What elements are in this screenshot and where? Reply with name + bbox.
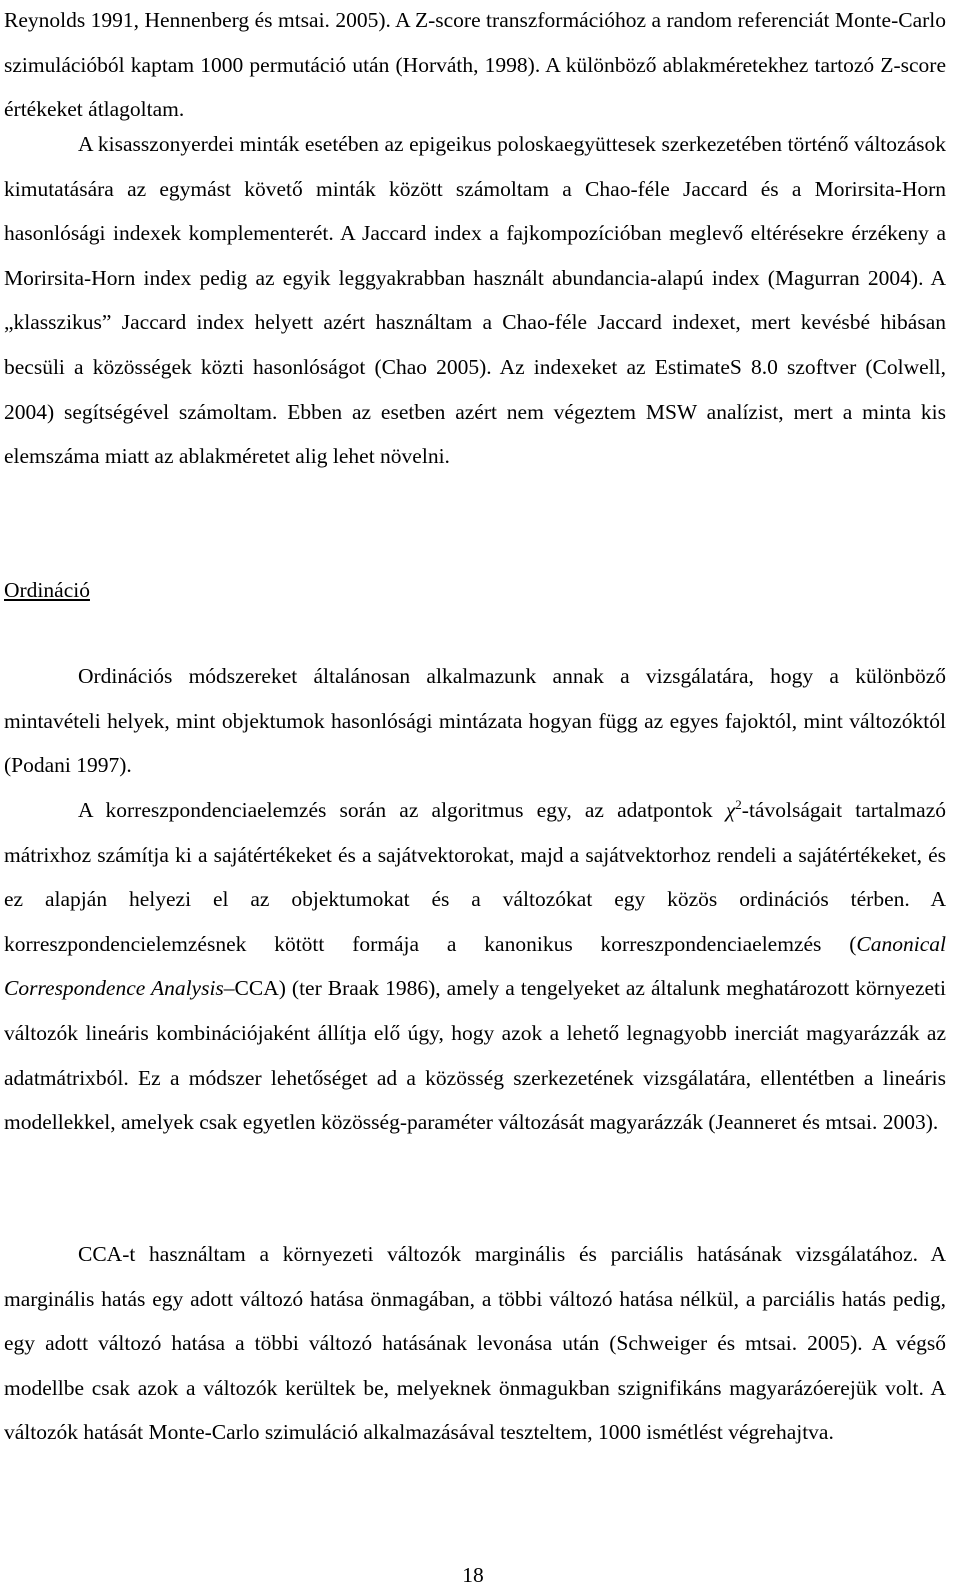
paragraph-ordination-intro-text: Ordinációs módszereket általánosan alkalmazunk annak a vizsgálatára, hogy a különböző mintavételi helyek, mint objektumok hasonlósági mintázata hogyan függ az egyes fajoktól, mint változóktól (Podani 1997). <box>4 664 946 778</box>
ca-text-a: A korreszpondenciaelemzés során az algoritmus egy, az adatpontok <box>78 798 726 822</box>
paragraph-correspondence-analysis <box>4 788 946 1145</box>
paragraph-continuation: Reynolds 1991, Hennenberg és mtsai. 2005). A Z-score transzformációhoz a random referenciát Monte-Carlo szimulációból kaptam 1000 permutáció után (Horváth, 1998). A különböző ablakméretekhez tartozó Z-score értékeket átlagoltam. <box>4 8 946 122</box>
cca-italic-term: Canonical Correspondence Analysis <box>4 931 946 1001</box>
chi-symbol: χ <box>725 798 736 822</box>
ca-text-c: –CCA) (ter Braak 1986), amely a tengelyeket az általunk meghatározott környezeti változók lineáris kombinációjaként állítja elő úgy, hogy azok a lehető legnagyobb inerciát magyarázzák az adatmátrixból. Ez a módszer lehetőséget ad a közösség szerkezetének vizsgálatára, ellentétben a lineáris modellekkel, amelyek csak egyetlen közösség-paraméter változását magyarázzák (Jeanneret és mtsai. 2003). <box>4 976 946 1135</box>
section-heading-ordination: Ordináció <box>4 578 90 602</box>
ca-text-b: -távolságait tartalmazó mátrixhoz számítja ki a sajátértékeket és a sajátvektorokat, majd a sajátvektorhoz rendeli a sajátértékeket, és ez alapján helyezi el az objektumokat és a változókat egy közös ordinációs térben. A korreszpondencielemzésnek kötött formája a kanonikus korreszpondenciaelemzés ( <box>4 798 946 956</box>
paragraph-cca-usage: CCA-t használtam a környezeti változók marginális és parciális hatásának vizsgálatához. A marginális hatás egy adott változó hatása önmagában, a többi változó hatása nélkül, a parciális hatás pedig, egy adott változó hatása a többi változó hatásának levonása után (Schweiger és mtsai. 2005). A végső modellbe csak azok a változók kerültek be, melyeknek önmagukban szignifikáns magyarázóerejük volt. A változók hatását Monte-Carlo szimuláció alkalmazásával teszteltem, 1000 ismétlést végrehajtva. <box>4 1242 946 1445</box>
paragraph-similarity-indices: A kisasszonyerdei minták esetében az epigeikus poloskaegyüttesek szerkezetében történő változások kimutatására az egymást követő minták között számoltam a Chao-féle Jaccard és a Morirsita-Horn hasonlósági indexek komplementerét. A Jaccard index a fajkompozícióban meglevő eltérésekre érzékeny a Morirsita-Horn index pedig az egyik leggyakrabban használt abundancia-alapú index (Magurran 2004). A „klasszikus” Jaccard index helyett azért használtam a Chao-féle Jaccard indexet, mert kevésbé hibásan becsüli a közösségek közti hasonlóságot (Chao 2005). Az indexeket az EstimateS 8.0 szoftver (Colwell, 2004) segítségével számoltam. Ebben az esetben azért nem végeztem MSW analízist, mert a minta kis elemszáma miatt az ablakméretet alig lehet növelni. <box>4 132 946 469</box>
paragraph-ordination-intro <box>4 654 946 788</box>
chi-superscript: 2 <box>735 796 742 812</box>
page-number: 18 <box>462 1563 484 1587</box>
